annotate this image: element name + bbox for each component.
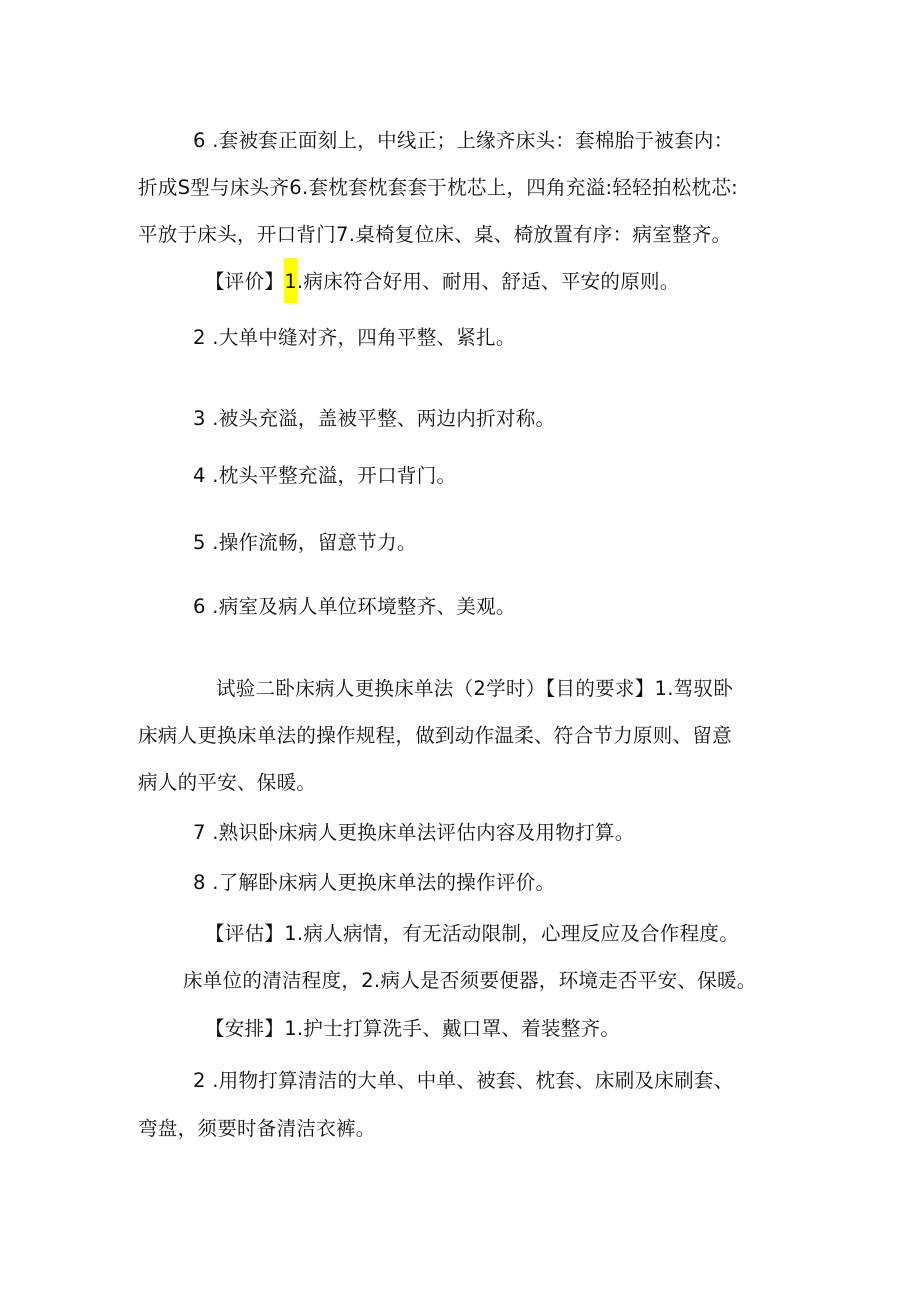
text-line: 6 .套被套正面刻上，中线正；上缘齐床头：套棉胎于被套内：: [193, 129, 734, 152]
evaluation-heading: 【评价】: [205, 270, 285, 293]
text-line: 2 .用物打算清洁的大单、中单、被套、枕套、床刷及床刷套、: [193, 1069, 734, 1092]
text-line: 3 .被头充溢，盖被平整、两边内折对称。: [193, 407, 556, 430]
text-line: 8 .了解卧床病人更换床单法的操作评价。: [193, 871, 556, 894]
highlighted-number: 1: [284, 258, 297, 303]
text-line: 平放于床头，开口背门7.桌椅复位床、桌、椅放置有序：病室整齐。: [138, 223, 732, 246]
text-line: 病人的平安、保暖。: [138, 771, 317, 794]
text-line: 4 .枕头平整充溢，开口背门。: [193, 464, 457, 487]
text-line: 6 .病室及病人单位环境整齐、美观。: [193, 595, 516, 618]
text-line: 弯盘，须要时备清洁衣裤。: [138, 1117, 376, 1140]
text-line: 【评估】1.病人病情，有无活动限制，心理反应及合作程度。: [205, 922, 740, 945]
text-line: 床病人更换床单法的操作规程，做到动作温柔、符合节力原则、留意: [138, 724, 733, 747]
text-line: 【安排】1.护士打算洗手、戴口罩、着装整齐。: [205, 1017, 621, 1040]
text-line: 试验二卧床病人更换床单法（2学时）【目的要求】1.驾驭卧: [216, 677, 734, 700]
text-line: 折成S型与床头齐6.套枕套枕套套于枕芯上，四角充溢:轻轻拍松枕芯:: [138, 176, 739, 199]
text-line: 5 .操作流畅，留意节力。: [193, 531, 417, 554]
text-line: 2 .大单中缝对齐，四角平整、紧扎。: [193, 326, 516, 349]
text-line: 7 .熟识卧床病人更换床单法评估内容及用物打算。: [193, 821, 635, 844]
evaluation-text: .病床符合好用、耐用、舒适、平安的原则。: [296, 270, 680, 293]
text-line: 床单位的清洁程度，2.病人是否须要便器，环境走否平安、保暖。: [183, 969, 757, 992]
evaluation-line: [205, 269, 680, 295]
